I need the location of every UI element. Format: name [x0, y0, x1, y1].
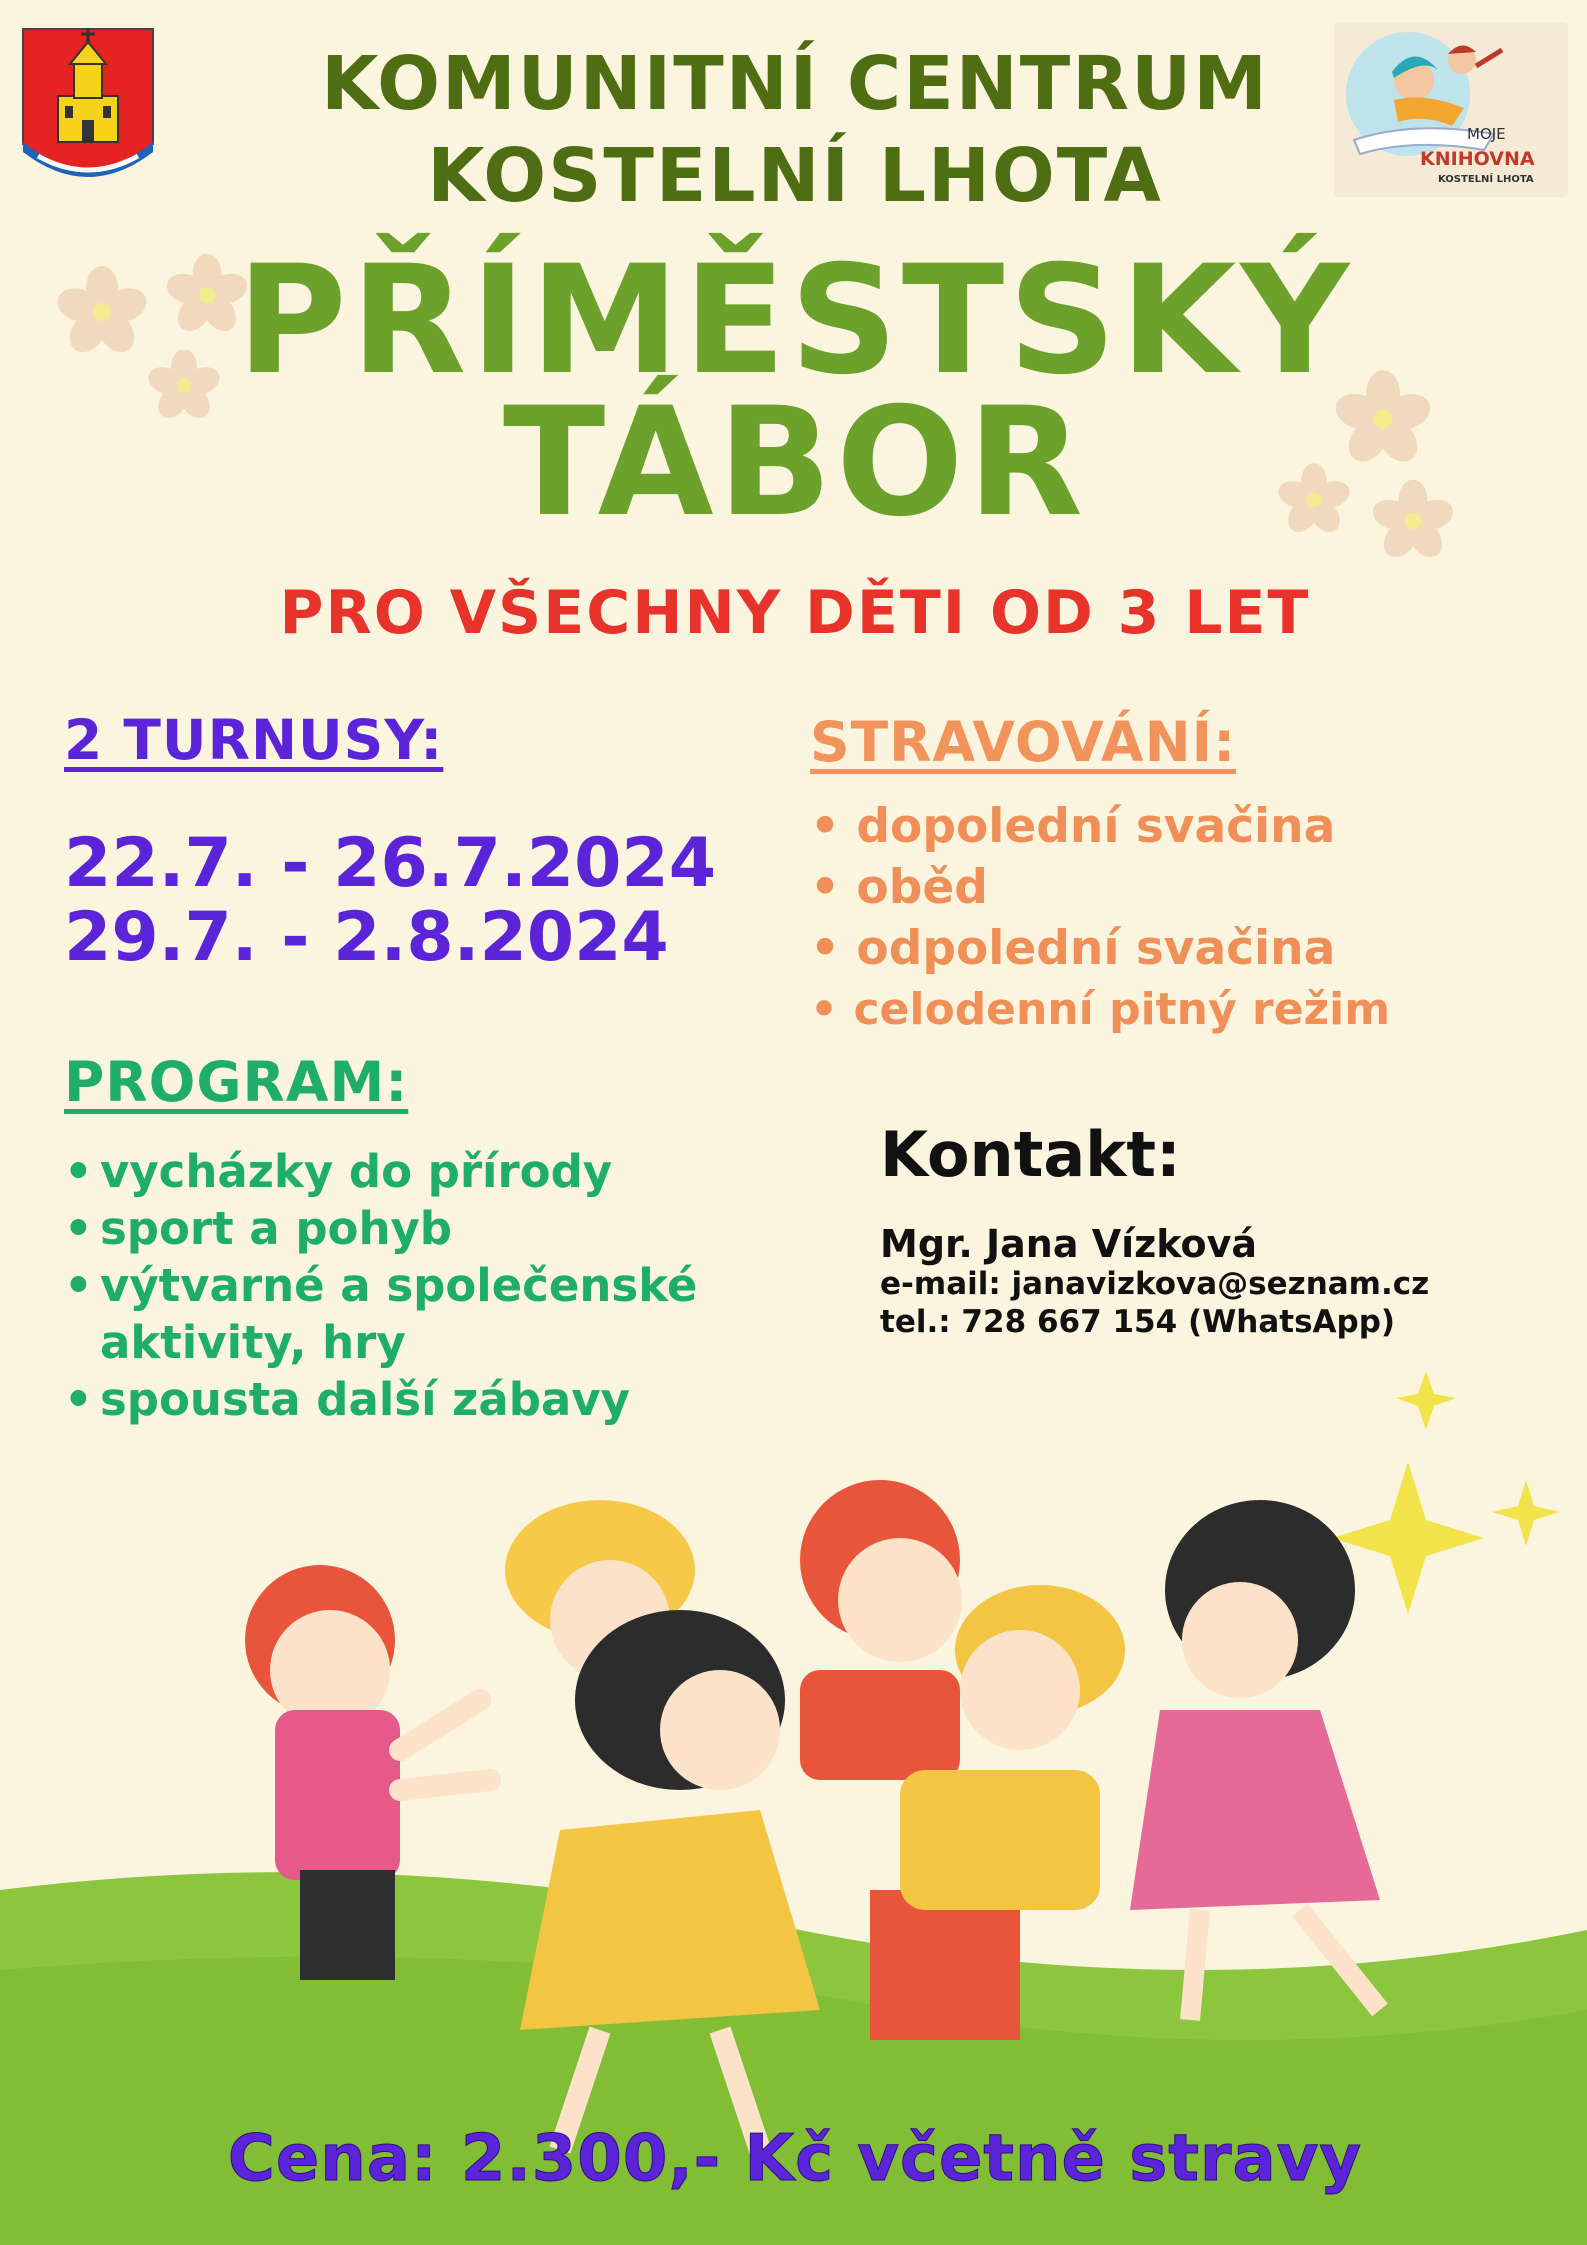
star-icon	[1492, 1480, 1560, 1546]
flower-icon	[52, 262, 152, 362]
age-subtitle: PRO VŠECHNY DĚTI OD 3 LET	[279, 578, 1311, 648]
contact-name: Mgr. Jana Vízková	[880, 1222, 1258, 1266]
organization-line-1: KOMUNITNÍ CENTRUM	[321, 41, 1269, 127]
child-figure	[1130, 1500, 1380, 2020]
turnusy-heading: 2 TURNUSY:	[64, 708, 444, 772]
turnus-date-2: 29.7. - 2.8.2024	[64, 898, 669, 977]
library-logo-knihovna: KNIHOVNA	[1420, 148, 1535, 170]
library-logo-moje: MOJE	[1467, 125, 1506, 143]
organization-name	[220, 38, 1370, 222]
program-item: • výtvarné a společenské aktivity, hry	[64, 1257, 824, 1371]
star-icon	[1396, 1371, 1456, 1430]
stravovani-item: • odpolední svačina	[810, 918, 1390, 979]
price-text: Cena: 2.300,- Kč včetně stravy	[227, 2122, 1363, 2196]
contact-email[interactable]: e-mail: janavizkova@seznam.cz	[880, 1266, 1430, 1302]
contact-heading: Kontakt:	[880, 1118, 1181, 1191]
stravovani-heading: STRAVOVÁNÍ:	[810, 710, 1237, 774]
program-heading: PROGRAM:	[64, 1050, 409, 1114]
stravovani-item: • oběd	[810, 857, 1390, 918]
main-title-line-1: PŘÍMĚSTSKÝ	[236, 234, 1354, 408]
main-title-line-2: TÁBOR	[502, 376, 1088, 550]
flower-icon	[1368, 476, 1458, 566]
program-item: • sport a pohyb	[64, 1200, 824, 1257]
contact-phone[interactable]: tel.: 728 667 154 (WhatsApp)	[880, 1304, 1396, 1340]
program-item: • vycházky do přírody	[64, 1143, 824, 1200]
turnus-date-1: 22.7. - 26.7.2024	[64, 824, 717, 903]
main-title	[230, 234, 1360, 550]
children-playing-illustration	[0, 1370, 1587, 2245]
municipal-coat-of-arms	[18, 24, 158, 189]
program-item: • spousta další zábavy	[64, 1371, 824, 1428]
organization-line-2: KOSTELNÍ LHOTA	[427, 133, 1163, 219]
stravovani-item: • dopolední svačina	[810, 796, 1390, 857]
stravovani-list	[810, 796, 1390, 1040]
stravovani-item: • celodenní pitný režim	[810, 979, 1390, 1040]
flower-icon	[144, 346, 224, 426]
library-logo-town: KOSTELNÍ LHOTA	[1438, 174, 1534, 185]
